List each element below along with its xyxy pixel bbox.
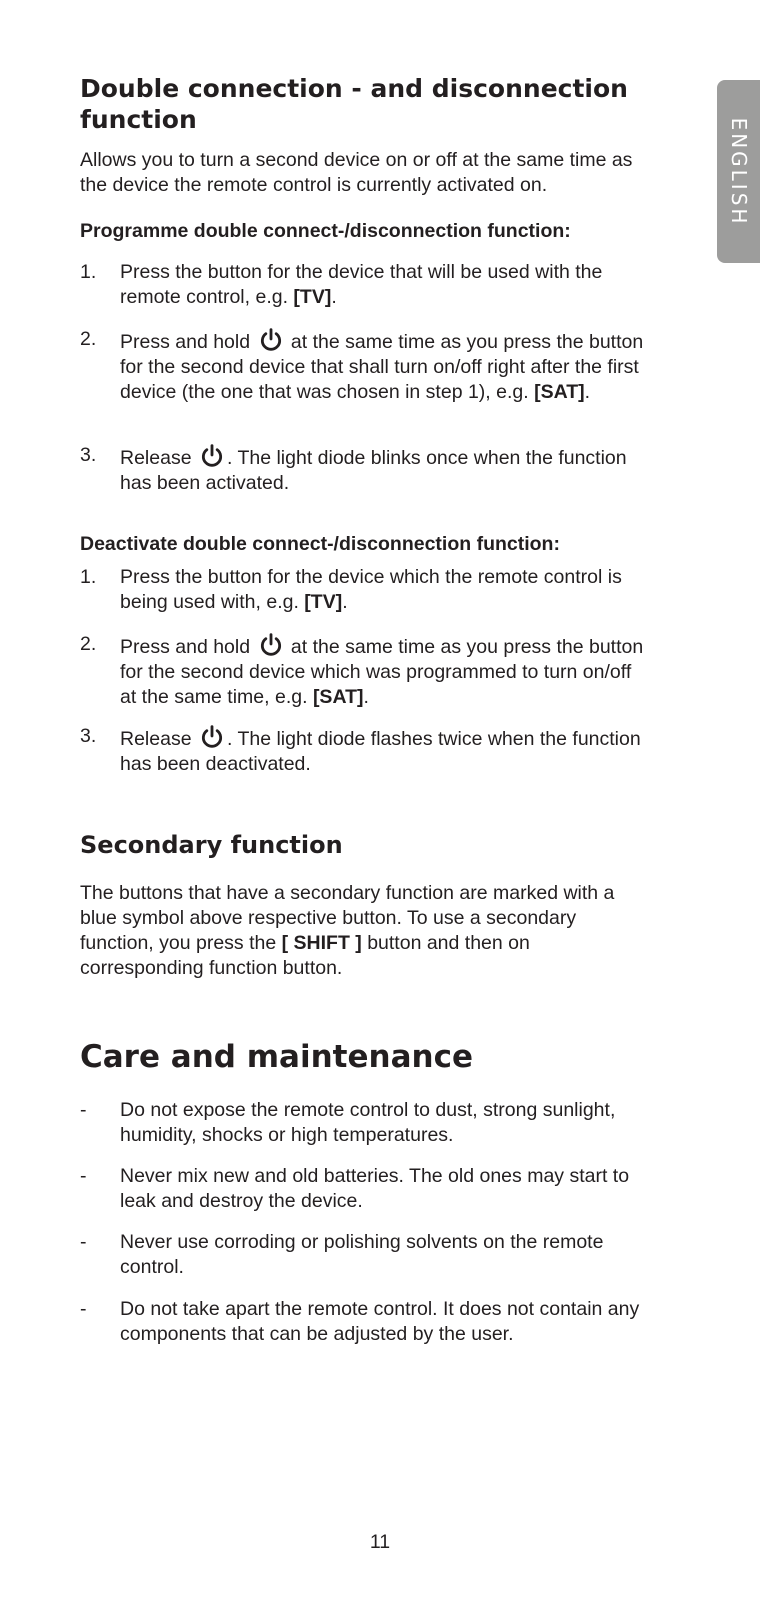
step-text: Press and hold	[120, 331, 251, 353]
step-text: Press the button for the device that will be used with the remote control, e.g.	[120, 261, 603, 308]
language-tab-label: ENGLISH	[726, 117, 751, 226]
key-label: [SAT]	[312, 686, 364, 708]
care-item-text: Do not expose the remote control to dust, strong sunlight, humidity, shocks or high temperatures.	[120, 1099, 616, 1146]
deactivate-step	[80, 565, 650, 615]
power-icon	[258, 327, 284, 353]
step-text: Release	[120, 728, 192, 750]
power-icon	[199, 443, 225, 469]
double-function-intro: Allows you to turn a second device on or off at the same time as the device the remote control is currently activated on.	[80, 149, 633, 196]
step-text: Press and hold	[120, 636, 251, 658]
bullet: -	[80, 1099, 87, 1121]
step-text-end: . The light diode blinks once when the function has been activated.	[120, 447, 627, 494]
secondary-text-start: The buttons that have a secondary function are marked with a blue symbol above respective button. To use a secondary function, you press the	[80, 882, 615, 954]
care-item-text: Never use corroding or polishing solvents on the remote control.	[120, 1231, 604, 1278]
power-icon	[199, 724, 225, 750]
care-item-text: Do not take apart the remote control. It does not contain any components that can be adjusted by the user.	[120, 1298, 640, 1345]
care-item	[80, 1230, 650, 1280]
care-item	[80, 1297, 650, 1347]
step-text-end: .	[342, 591, 348, 613]
bullet: -	[80, 1298, 87, 1320]
step-text-end: . The light diode flashes twice when the function has been deactivated.	[120, 728, 641, 775]
programme-heading: Programme double connect-/disconnection function:	[80, 220, 571, 242]
power-icon	[258, 632, 284, 658]
step-text-end: .	[584, 381, 591, 403]
shift-key-label: [ SHIFT ]	[281, 932, 362, 954]
programme-step	[80, 260, 650, 310]
bullet: -	[80, 1165, 87, 1187]
page-number: 11	[369, 1531, 391, 1553]
care-title: Care and maintenance	[80, 1039, 473, 1075]
key-label: [SAT]	[534, 381, 585, 403]
care-item	[80, 1164, 650, 1214]
secondary-function-title: Secondary function	[80, 831, 343, 859]
double-function-title: Double connection - and disconnection function	[80, 74, 628, 134]
step-number: 1.	[80, 261, 97, 283]
step-text-middle: at the same time as you press the button for the second device which was programmed to turn on/off at the same time, e.g.	[120, 636, 644, 708]
secondary-function-text	[80, 881, 650, 981]
care-item	[80, 1098, 650, 1148]
step-text-end: .	[331, 286, 337, 308]
language-tab	[717, 80, 760, 263]
step-number: 2.	[80, 633, 97, 655]
programme-step	[80, 443, 650, 496]
deactivate-step	[80, 632, 650, 710]
bullet: -	[80, 1231, 87, 1253]
secondary-text-end: button and then on corresponding function button.	[80, 932, 530, 979]
step-number: 3.	[80, 725, 97, 747]
step-text-end: .	[363, 686, 369, 708]
key-label: [TV]	[293, 286, 332, 308]
step-number: 3.	[80, 444, 97, 466]
deactivate-heading: Deactivate double connect-/disconnection function:	[80, 533, 560, 555]
key-label: [TV]	[304, 591, 343, 613]
care-item-text: Never mix new and old batteries. The old ones may start to leak and destroy the device.	[120, 1165, 630, 1212]
programme-step	[80, 327, 650, 405]
step-number: 1.	[80, 566, 97, 588]
step-number: 2.	[80, 328, 97, 350]
step-text: Release	[120, 447, 192, 469]
step-text: Press the button for the device which the remote control is being used with, e.g.	[120, 566, 622, 613]
step-text-middle: at the same time as you press the button for the second device that shall turn on/off right after the first device (the one that was chosen in step 1), e.g.	[120, 331, 644, 403]
deactivate-step	[80, 724, 650, 777]
